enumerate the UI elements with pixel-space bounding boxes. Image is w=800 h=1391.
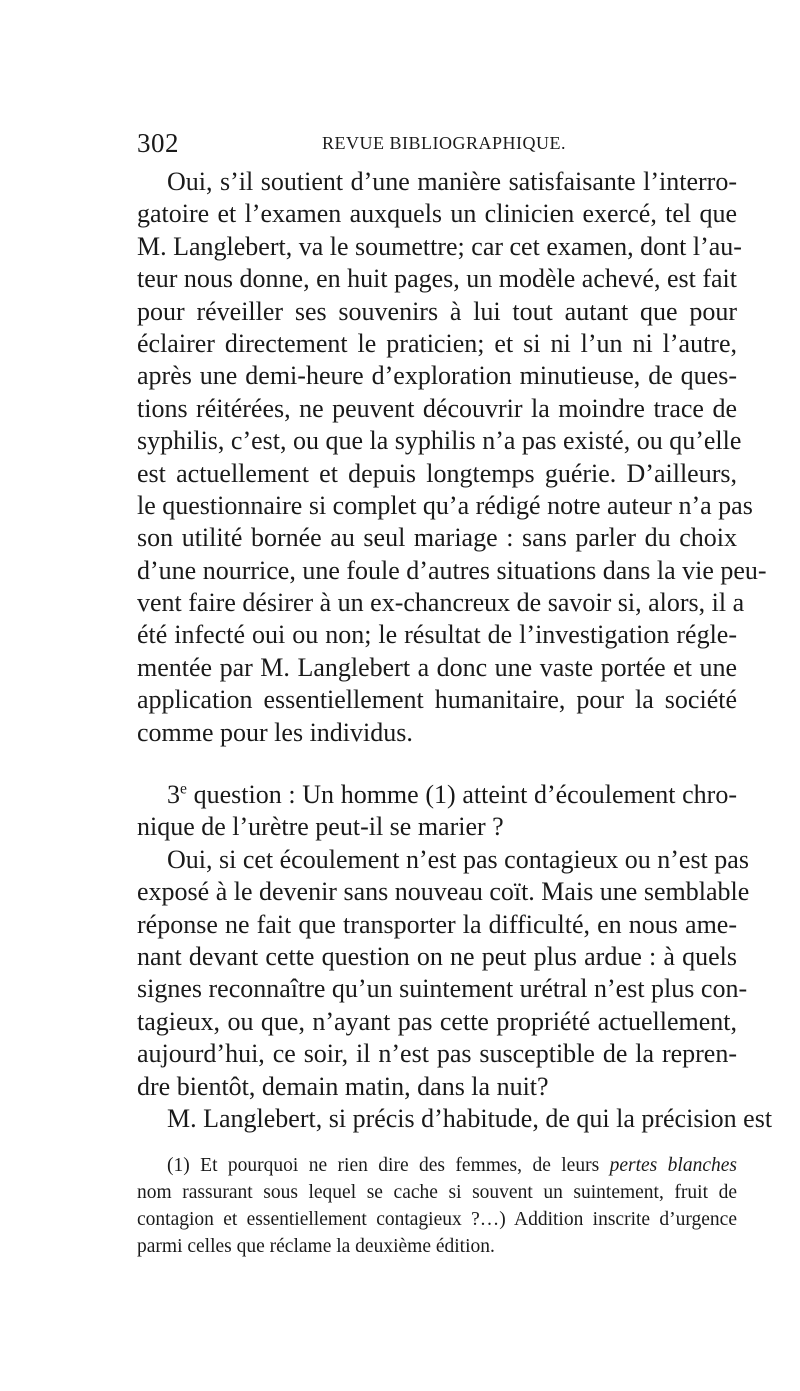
question-text: question : Un homme (1) atteint d’écoulement chro-	[186, 780, 737, 810]
footnote-line: parmi celles que réclame la deuxième édition.	[137, 1236, 495, 1257]
text-line: réponse ne fait que transporter la difficulté, en nous ame-	[137, 909, 737, 939]
text-line: Oui, si cet écoulement n’est pas contagieux ou n’est pas	[167, 844, 749, 874]
text-line: exposé à le devenir sans nouveau coït. Mais une semblable	[137, 877, 750, 907]
text-line: application essentiellement humanitaire, pour la société	[137, 685, 737, 715]
footnote-line: contagion et essentiellement contagieux ?…) Addition inscrite d’urgence	[137, 1209, 737, 1230]
text-line: tions réitérées, ne peuvent découvrir la moindre trace de	[137, 393, 737, 423]
text-line: le questionnaire si complet qu’a rédigé notre auteur n’a pas	[137, 490, 753, 520]
text-line: M. Langlebert, si précis d’habitude, de qui la précision est	[167, 1103, 773, 1133]
text-line: après une demi-heure d’exploration minutieuse, de ques-	[137, 361, 737, 391]
text-line: est actuellement et depuis longtemps guérie. D’ailleurs,	[137, 458, 737, 488]
text-line: gatoire et l’examen auxquels un clinicien exercé, tel que	[137, 199, 737, 229]
text-line: vent faire désirer à un ex-chancreux de savoir si, alors, il a	[137, 588, 745, 618]
paragraph-1	[137, 166, 767, 749]
text-line: signes reconnaître qu’un suintement urétral n’est plus con-	[137, 974, 748, 1004]
footnote-line	[137, 1152, 737, 1179]
text-line: syphilis, c’est, ou que la syphilis n’a pas existé, ou qu’elle	[137, 426, 742, 456]
text-line: pour réveiller ses souvenirs à lui tout autant que pour	[137, 296, 737, 326]
question-number: 3	[167, 780, 180, 810]
text-line: son utilité bornée au seul mariage : sans parler du choix	[137, 523, 737, 553]
text-line: M. Langlebert, va le soumettre; car cet examen, dont l’au-	[137, 231, 742, 261]
running-head	[137, 128, 737, 158]
paragraph-3	[137, 844, 750, 1103]
footnote-italic-term: pertes blanches	[609, 1155, 737, 1176]
text-line	[137, 779, 737, 811]
running-head-title: REVUE BIBLIOGRAPHIQUE.	[322, 133, 566, 153]
text-line: été infecté oui ou non; le résultat de l’investigation régle-	[137, 620, 737, 650]
paragraph-gap	[137, 749, 737, 779]
text-line: comme pour les individus.	[137, 717, 413, 747]
text-line: d’une nourrice, une foule d’autres situations dans la vie peu-	[137, 555, 767, 585]
text-line: dre bientôt, demain matin, dans la nuit?	[137, 1071, 549, 1101]
text-line: aujourd’hui, ce soir, il n’est pas susceptible de la repren-	[137, 1039, 737, 1069]
paragraph-question-3	[137, 779, 737, 844]
text-line: teur nous donne, en huit pages, un modèle achevé, est fait	[137, 264, 737, 294]
text-line: nique de l’urètre peut-il se marier ?	[137, 812, 504, 842]
ordinal-suffix: e	[180, 780, 187, 798]
page-number: 302	[137, 128, 179, 158]
text-line: tagieux, ou que, n’ayant pas cette propriété actuellement,	[137, 1006, 737, 1036]
footnote-text: (1) Et pourquoi ne rien dire des femmes, de leurs	[167, 1155, 600, 1176]
text-line: éclairer directement le praticien; et si ni l’un ni l’autre,	[137, 328, 737, 358]
footnote	[137, 1152, 737, 1260]
text-line: Oui, s’il soutient d’une manière satisfaisante l’interro-	[167, 167, 737, 196]
paragraph-4	[137, 1103, 773, 1135]
footnote-line: nom rassurant sous lequel se cache si souvent un suintement, fruit de	[137, 1182, 737, 1203]
text-line: mentée par M. Langlebert a donc une vaste portée et une	[137, 652, 737, 682]
text-line: nant devant cette question on ne peut plus ardue : à quels	[137, 941, 737, 971]
body-text	[137, 166, 773, 1135]
